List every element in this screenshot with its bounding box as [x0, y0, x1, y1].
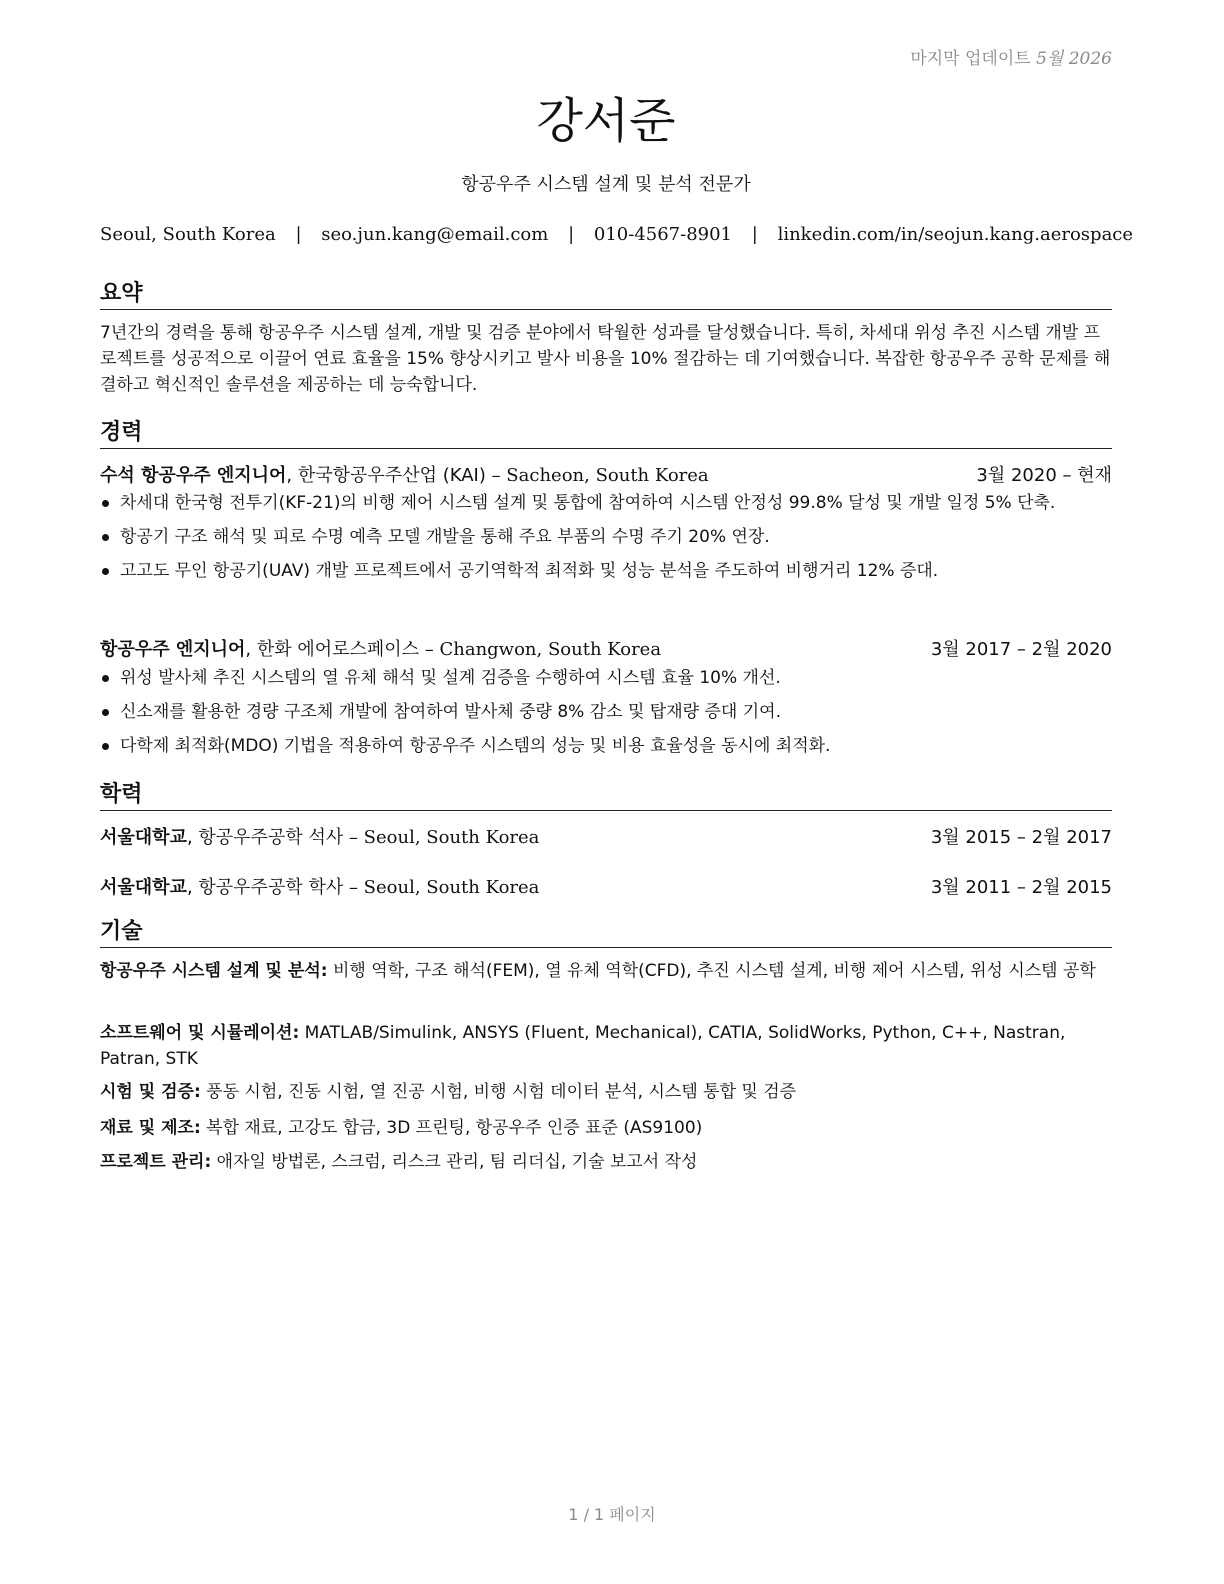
- skill-label: 프로젝트 관리:: [100, 1152, 212, 1172]
- contact-linkedin[interactable]: linkedin.com/in/seojun.kang.aerospace: [777, 224, 1134, 245]
- contact-separator: |: [568, 224, 575, 245]
- headline: 항공우주 시스템 설계 및 분석 전문가: [461, 174, 751, 195]
- job-date: 3월 2017 – 2월 2020: [930, 639, 1112, 660]
- bullet-item: [100, 699, 1112, 725]
- contact-location: Seoul, South Korea: [100, 224, 276, 245]
- degree: , 항공우주공학 학사: [186, 877, 344, 898]
- bullet-dot-icon: [102, 568, 109, 575]
- skill-row: [100, 958, 1120, 984]
- job-title: 수석 항공우주 엔지니어: [100, 465, 287, 486]
- last-updated-label: 마지막 업데이트: [910, 49, 1031, 69]
- experience-bullets: [100, 665, 1112, 767]
- school-location: – Seoul, South Korea: [343, 827, 540, 848]
- experience-entry-header: [100, 635, 1112, 661]
- education-entry: [100, 823, 1112, 849]
- degree: , 항공우주공학 석사: [186, 827, 344, 848]
- bullet-item: [100, 524, 1112, 550]
- bullet-item: [100, 558, 1112, 584]
- last-updated: [910, 44, 1112, 69]
- resume-page: [100, 0, 1134, 1584]
- contact-phone: 010-4567-8901: [593, 224, 733, 245]
- bullet-dot-icon: [102, 675, 109, 682]
- skill-label: 시험 및 검증:: [100, 1082, 201, 1102]
- section-title-summary: 요약: [100, 276, 1112, 310]
- contact-line: [100, 224, 1134, 245]
- bullet-item: [100, 490, 1112, 516]
- bullet-dot-icon: [102, 743, 109, 750]
- school-name: 서울대학교: [100, 827, 187, 848]
- last-updated-date: 5월 2026: [1036, 49, 1112, 69]
- bullet-dot-icon: [102, 534, 109, 541]
- skill-value: MATLAB/Simulink, ANSYS (Fluent, Mechanical), CATIA, SolidWorks, Python, C++, Nastran, Patran, STK: [100, 1023, 1066, 1069]
- skill-row: [100, 1020, 1120, 1072]
- experience-bullets: [100, 490, 1112, 592]
- bullet-dot-icon: [102, 709, 109, 716]
- job-location: – Sacheon, South Korea: [485, 465, 709, 486]
- education-date: 3월 2011 – 2월 2015: [930, 877, 1112, 898]
- job-company: , 한화 에어로스페이스: [245, 639, 420, 660]
- skill-value: 풍동 시험, 진동 시험, 열 진공 시험, 비행 시험 데이터 분석, 시스템 통합 및 검증: [200, 1082, 797, 1102]
- experience-entry-header: [100, 461, 1112, 487]
- bullet-text: 위성 발사체 추진 시스템의 열 유체 해석 및 설계 검증을 수행하여 시스템 효율 10% 개선.: [120, 668, 781, 688]
- skill-label: 항공우주 시스템 설계 및 분석:: [100, 961, 328, 981]
- contact-email[interactable]: seo.jun.kang@email.com: [321, 224, 549, 245]
- section-title-experience: 경력: [100, 415, 1112, 449]
- school-location: – Seoul, South Korea: [343, 877, 540, 898]
- bullet-dot-icon: [102, 500, 109, 507]
- skill-value: 복합 재료, 고강도 합금, 3D 프린팅, 항공우주 인증 표준 (AS9100): [200, 1118, 703, 1138]
- bullet-item: [100, 733, 1112, 759]
- education-entry: [100, 873, 1112, 899]
- skill-label: 재료 및 제조:: [100, 1118, 201, 1138]
- page-number: 1 / 1 페이지: [568, 1505, 656, 1524]
- skill-row: [100, 1149, 1120, 1175]
- skill-row: [100, 1079, 1120, 1105]
- bullet-text: 항공기 구조 해석 및 피로 수명 예측 모델 개발을 통해 주요 부품의 수명 주기 20% 연장.: [120, 527, 770, 547]
- job-date: 3월 2020 – 현재: [976, 465, 1112, 486]
- school-name: 서울대학교: [100, 877, 187, 898]
- contact-separator: |: [751, 224, 758, 245]
- skill-value: 비행 역학, 구조 해석(FEM), 열 유체 역학(CFD), 추진 시스템 설계, 비행 제어 시스템, 위성 시스템 공학: [327, 961, 1096, 981]
- contact-separator: |: [295, 224, 302, 245]
- education-date: 3월 2015 – 2월 2017: [930, 827, 1112, 848]
- skill-value: 애자일 방법론, 스크럼, 리스크 관리, 팀 리더십, 기술 보고서 작성: [211, 1152, 698, 1172]
- bullet-item: [100, 665, 1112, 691]
- skill-row: [100, 1115, 1120, 1141]
- job-location: – Changwon, South Korea: [419, 639, 662, 660]
- job-company: , 한국항공우주산업 (KAI): [286, 465, 486, 486]
- candidate-name: 강서준: [536, 93, 676, 149]
- summary-text: 7년간의 경력을 통해 항공우주 시스템 설계, 개발 및 검증 분야에서 탁월한 성과를 달성했습니다. 특히, 차세대 위성 추진 시스템 개발 프로젝트를 성공적으로 이끌어 연료 효율을 15% 향상시키고 발사 비용을 10% 절감하는 데 기여했습니다. 복잡한 항공우주 공학 문제를 해결하고 혁신적인 솔루션을 제공하는 데 능숙합니다.: [100, 323, 1111, 395]
- bullet-text: 차세대 한국형 전투기(KF-21)의 비행 제어 시스템 설계 및 통합에 참여하여 시스템 안정성 99.8% 달성 및 개발 일정 5% 단축.: [120, 493, 1056, 513]
- section-title-skills: 기술: [100, 914, 1112, 948]
- skill-label: 소프트웨어 및 시뮬레이션:: [100, 1023, 300, 1043]
- job-title: 항공우주 엔지니어: [100, 639, 246, 660]
- bullet-text: 고고도 무인 항공기(UAV) 개발 프로젝트에서 공기역학적 최적화 및 성능 분석을 주도하여 비행거리 12% 증대.: [120, 561, 939, 581]
- bullet-text: 다학제 최적화(MDO) 기법을 적용하여 항공우주 시스템의 성능 및 비용 효율성을 동시에 최적화.: [120, 736, 831, 756]
- section-title-education: 학력: [100, 777, 1112, 811]
- bullet-text: 신소재를 활용한 경량 구조체 개발에 참여하여 발사체 중량 8% 감소 및 탑재량 증대 기여.: [120, 702, 781, 722]
